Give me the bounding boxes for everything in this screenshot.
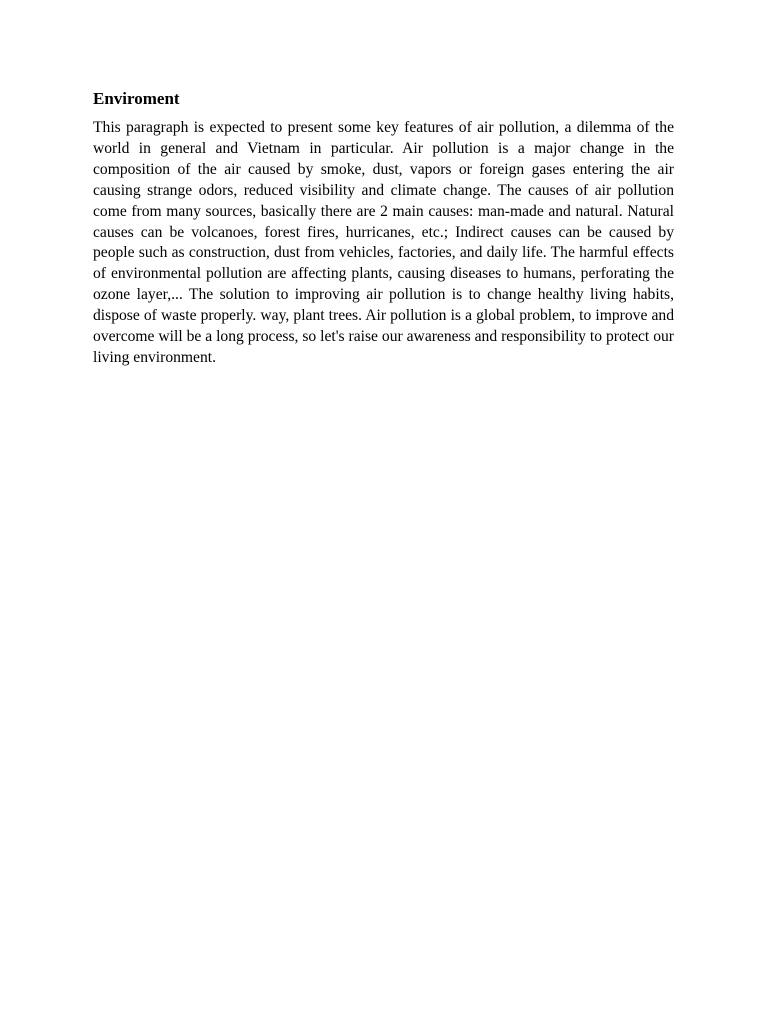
document-heading: Enviroment bbox=[93, 89, 180, 108]
document-paragraph: This paragraph is expected to present some key features of air pollution, a dilemma of the world in general and Vietnam in particular. Air pollution is a major change in the composition of the air caused by smoke, dust, vapors or foreign gases entering the air causing strange odors, reduced visibility and climate change. The causes of air pollution come from many sources, basically there are 2 main causes: man-made and natural. Natural causes can be volcanoes, forest fires, hurricanes, etc.; Indirect causes can be caused by people such as construction, dust from vehicles, factories, and daily life. The harmful effects of environmental pollution are affecting plants, causing diseases to humans, perforating the ozone layer,... The solution to improving air pollution is to change healthy living habits, dispose of waste properly. way, plant trees. Air pollution is a global problem, to improve and overcome will be a long process, so let's raise our awareness and responsibility to protect our living environment. bbox=[93, 119, 674, 366]
document-content bbox=[93, 88, 674, 369]
